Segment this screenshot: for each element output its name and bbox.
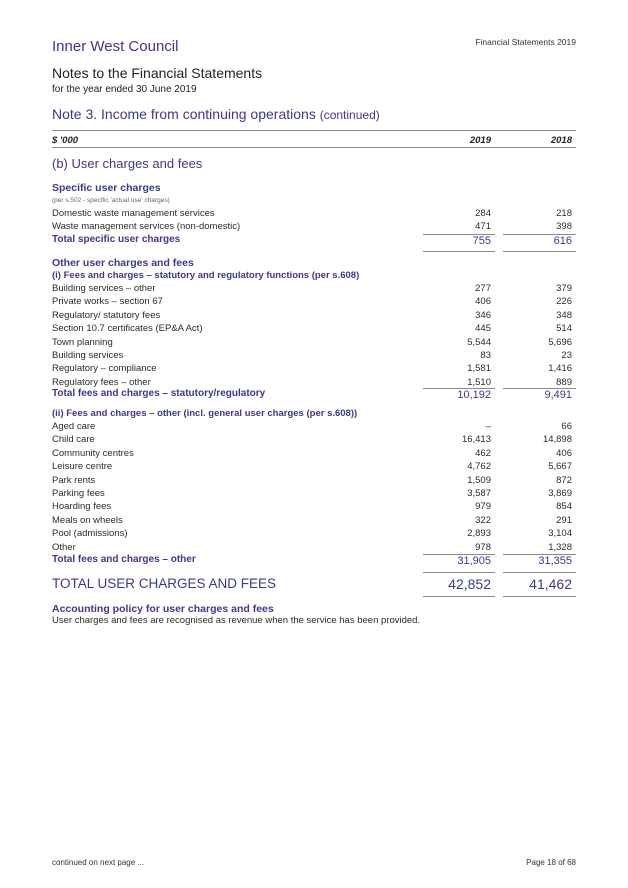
row-label: Leisure centre — [52, 461, 113, 473]
total-rule — [503, 596, 576, 597]
value-2019: 462 — [475, 447, 491, 459]
row-label: Meals on wheels — [52, 514, 123, 526]
row-label: Regulatory/ statutory fees — [52, 309, 161, 321]
value-2019: 1,581 — [467, 363, 491, 375]
total-rule — [503, 572, 576, 573]
row-label: Building services — [52, 350, 124, 361]
policy-heading: Accounting policy for user charges and fees — [52, 603, 274, 615]
table-row — [52, 221, 576, 234]
value-2019: 3,587 — [467, 488, 491, 499]
row-label: Waste management services (non-domestic) — [52, 221, 241, 232]
year-2019-header: 2019 — [469, 135, 491, 146]
table-row — [52, 310, 576, 323]
note-title — [52, 106, 380, 122]
value-2018: 1,328 — [548, 541, 572, 553]
value-2018: 218 — [556, 208, 572, 219]
row-label: Parking fees — [52, 488, 105, 499]
value-2018: 5,696 — [548, 336, 572, 348]
value-2019: 1,510 — [467, 376, 491, 388]
value-2019: 979 — [475, 501, 491, 513]
other-heading: Other user charges and fees — [52, 257, 194, 269]
value-2018: 226 — [556, 296, 572, 308]
value-2018: 406 — [556, 447, 572, 459]
divider — [52, 130, 576, 131]
value-2019: 406 — [475, 296, 491, 308]
total-row — [52, 554, 576, 569]
total-row — [52, 388, 576, 403]
unit-header: $ '000 — [52, 135, 79, 146]
specific-note: (per s.502 - specific 'actual use' charges) — [52, 197, 170, 204]
total-2018: 616 — [553, 235, 572, 247]
value-2018: 3,104 — [548, 528, 572, 540]
value-2019: 2,893 — [467, 528, 491, 540]
table-row — [52, 337, 576, 350]
page-number: Page 18 of 68 — [526, 858, 576, 867]
table-row — [52, 208, 576, 221]
general-heading: (ii) Fees and charges – other (incl. general user charges (per s.608)) — [52, 408, 358, 419]
footer-continued: continued on next page ... — [52, 858, 145, 867]
table-row — [52, 475, 576, 488]
value-2019: 5,544 — [467, 336, 491, 348]
report-name: Financial Statements 2019 — [475, 37, 576, 47]
note-title-text: Note 3. Income from continuing operations — [52, 106, 316, 122]
row-label: Building services – other — [52, 283, 156, 294]
row-label: Hoarding fees — [52, 501, 112, 513]
total-2018: 31,355 — [538, 555, 572, 567]
value-2019: 277 — [475, 283, 491, 294]
value-2019: 978 — [475, 541, 491, 553]
table-row — [52, 421, 576, 434]
grand-total-2019: 42,852 — [448, 576, 491, 592]
row-label: Child care — [52, 434, 95, 446]
total-row — [52, 234, 576, 249]
value-2019: 83 — [480, 350, 491, 361]
row-label: Pool (admissions) — [52, 528, 128, 540]
table-row — [52, 542, 576, 555]
year-2018-header: 2018 — [550, 135, 572, 146]
value-2018: 1,416 — [548, 363, 572, 375]
section-heading: (b) User charges and fees — [52, 156, 203, 171]
value-2018: 14,898 — [542, 434, 572, 446]
total-label: Total fees and charges – other — [52, 554, 196, 565]
divider — [52, 147, 576, 148]
page-title: Notes to the Financial Statements — [52, 65, 263, 81]
row-label: Aged care — [52, 421, 96, 432]
value-2019: – — [485, 421, 491, 432]
specific-heading: Specific user charges — [52, 182, 161, 194]
row-label: Private works – section 67 — [52, 296, 163, 308]
total-2019: 10,192 — [457, 389, 491, 401]
value-2019: 4,762 — [467, 461, 491, 473]
total-2019: 755 — [472, 235, 491, 247]
table-row — [52, 283, 576, 296]
row-label: Regulatory – compliance — [52, 363, 157, 375]
value-2019: 1,509 — [467, 474, 491, 486]
total-rule — [423, 572, 495, 573]
value-2018: 872 — [556, 474, 572, 486]
value-2019: 16,413 — [461, 434, 491, 446]
value-2018: 291 — [556, 514, 572, 526]
value-2019: 322 — [475, 514, 491, 526]
table-row — [52, 323, 576, 336]
value-2019: 445 — [475, 323, 491, 335]
value-2018: 514 — [556, 323, 572, 335]
table-row — [52, 350, 576, 363]
row-label: Section 10.7 certificates (EP&A Act) — [52, 323, 203, 335]
table-row — [52, 488, 576, 501]
note-continued: (continued) — [319, 108, 380, 122]
row-label: Park rents — [52, 474, 96, 486]
total-label: Total specific user charges — [52, 234, 181, 245]
value-2018: 66 — [561, 421, 572, 432]
value-2018: 23 — [561, 350, 572, 361]
table-row — [52, 515, 576, 528]
value-2018: 889 — [556, 376, 572, 388]
value-2018: 3,869 — [548, 488, 572, 499]
table-row — [52, 501, 576, 514]
value-2019: 284 — [475, 208, 491, 219]
table-row — [52, 448, 576, 461]
row-label: Domestic waste management services — [52, 208, 215, 219]
policy-text: User charges and fees are recognised as revenue when the service has been provided. — [52, 615, 421, 626]
total-rule — [423, 251, 495, 252]
council-name: Inner West Council — [52, 38, 179, 55]
table-row — [52, 363, 576, 376]
table-row — [52, 434, 576, 447]
statutory-heading: (i) Fees and charges – statutory and regulatory functions (per s.608) — [52, 270, 360, 281]
value-2018: 379 — [556, 283, 572, 294]
value-2019: 346 — [475, 309, 491, 321]
value-2018: 348 — [556, 309, 572, 321]
value-2018: 854 — [556, 501, 572, 513]
page-subtitle: for the year ended 30 June 2019 — [52, 84, 197, 95]
row-label: Town planning — [52, 336, 113, 348]
row-label: Other — [52, 541, 76, 553]
total-rule — [503, 251, 576, 252]
row-label: Community centres — [52, 447, 134, 459]
row-label: Regulatory fees – other — [52, 376, 151, 388]
grand-total-2018: 41,462 — [529, 576, 572, 592]
table-row — [52, 461, 576, 474]
table-row — [52, 528, 576, 541]
total-label: Total fees and charges – statutory/regulatory — [52, 388, 266, 399]
total-2018: 9,491 — [544, 389, 572, 401]
total-2019: 31,905 — [457, 555, 491, 567]
value-2019: 471 — [475, 221, 491, 232]
table-row — [52, 296, 576, 309]
grand-total-row — [52, 576, 576, 596]
value-2018: 398 — [556, 221, 572, 232]
grand-total-label: TOTAL USER CHARGES AND FEES — [52, 576, 277, 591]
total-rule — [423, 596, 495, 597]
value-2018: 5,667 — [548, 461, 572, 473]
